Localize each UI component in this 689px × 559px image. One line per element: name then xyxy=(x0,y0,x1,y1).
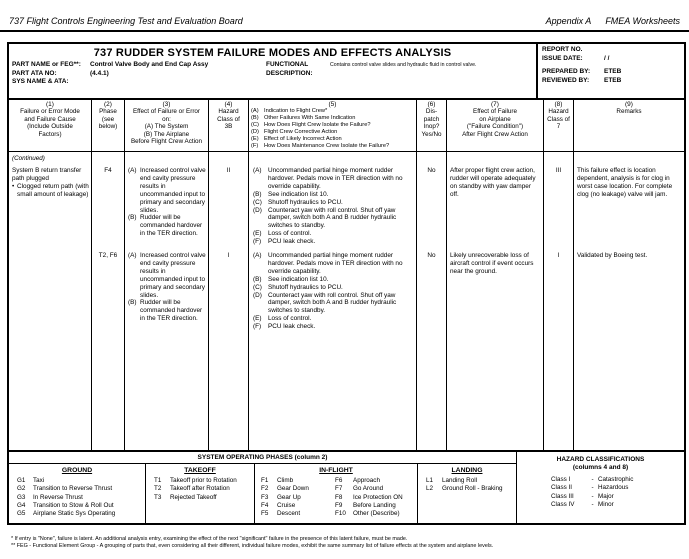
column-header-8: (8) Hazard Class of 7 xyxy=(543,100,573,151)
part-ata-value: (4.4.1) xyxy=(90,69,109,77)
column-header-9: (9) Remarks xyxy=(573,100,684,151)
operating-phases xyxy=(9,452,517,523)
footnote-1: * If entry is "None", failure is latent. An additional analysis entry, examining the effect of the next "significant" failure in the presence of this latent failure, must be made. xyxy=(11,536,408,542)
remarks-entry-2: Validated by Boeing test. xyxy=(577,252,648,259)
effect-after-entry-1: After proper flight crew action, rudder will operate adequately on standby with yaw damper off. xyxy=(450,167,536,198)
title-block-left xyxy=(9,44,536,98)
issue-date-label: ISSUE DATE: xyxy=(542,54,583,62)
operating-phases-header: SYSTEM OPERATING PHASES (column 2) xyxy=(9,452,516,464)
failure-cause: Clogged return path (with small amount of leakage) xyxy=(17,182,89,198)
worksheets-label: FMEA Worksheets xyxy=(605,16,680,26)
hazard-3b-entry-1: II xyxy=(226,167,231,174)
running-header-left: 737 Flight Controls Engineering Test and Evaluation Board xyxy=(9,16,243,26)
column-header-row xyxy=(9,100,684,152)
body-col-dispatch xyxy=(416,152,446,450)
dispatch-entry-2: No xyxy=(427,252,436,259)
worksheet-title: 737 RUDDER SYSTEM FAILURE MODES AND EFFECTS ANALYSIS xyxy=(93,47,452,59)
indications-entry-2: (A) Uncommanded partial hinge moment rudder hardover. Pedals move in TER direction with no override capability. (B) See indication list 10. (C) Shutoff hydraulics to PCU. (D) Counteract yaw with roll control. Shut off yaw damper, switch both A and B rudder hydraulic switches to standby. (E) Loss of control. (F) PCU leak check. xyxy=(253,252,403,331)
indications-entry-1: (A) Uncommanded partial hinge moment rudder hardover. Pedals move in TER direction with no override capability. (B) See indication list 10. (C) Shutoff hydraulics to PCU. (D) Counteract yaw with roll control. Shut off yaw damper, switch both A and B rudder hydraulic switches to standby. (E) Loss of control. (F) PCU leak check. xyxy=(253,167,403,246)
column-header-5: (5) (A) Indication to Flight Crew* (B) Other Failures With Same Indication (C) How Does Flight Crew Isolate the Failure? (D) Flight Crew Corrective Action (E) Effect of Likely Incorrect Action (F) How Does Maintenance Crew Isolate the Failure? xyxy=(248,100,416,151)
prepared-by-value: ETEB xyxy=(604,68,622,75)
issue-date-value: / / xyxy=(604,54,610,62)
column-header-6: (6) Dis- patch Inop? Yes/No xyxy=(416,100,446,151)
bullet-marker: • xyxy=(12,182,15,190)
footnotes xyxy=(11,536,683,549)
report-no-label: REPORT NO. xyxy=(542,46,583,53)
body-col-phase xyxy=(91,152,124,450)
part-name-value: Control Valve Body and End Cap Assy xyxy=(90,61,209,68)
hazard-7-entry-2: I xyxy=(557,252,560,259)
part-info xyxy=(9,59,536,87)
fmea-table xyxy=(7,42,686,525)
body-col-indications xyxy=(248,152,416,450)
column-header-7: (7) Effect of Failure on Airplane ("Failure Condition") After Flight Crew Action xyxy=(446,100,543,151)
dispatch-entry-1: No xyxy=(427,167,436,174)
title-block xyxy=(9,44,684,100)
column-header-4: (4) Hazard Class of 3B xyxy=(208,100,248,151)
body-col-hazard-7 xyxy=(543,152,573,450)
report-box xyxy=(536,44,684,98)
table-body xyxy=(9,152,684,452)
hazard-classifications: HAZARD CLASSIFICATIONS (columns 4 and 8) Class I - Catastrophic Class II - Hazardous Class III - Major Class IV - Minor xyxy=(551,456,645,509)
body-col-effect xyxy=(124,152,208,450)
part-name-label: PART NAME or FEG**: xyxy=(12,61,81,68)
phase-entry-2: T2, F6 xyxy=(98,252,118,259)
hazard-3b-entry-2: I xyxy=(227,252,230,259)
header-rule xyxy=(0,30,689,32)
column-header-2: (2) Phase (see below) xyxy=(91,100,124,151)
functional-label-2: DESCRIPTION: xyxy=(266,69,313,77)
effect-after-entry-2: Likely unrecoverable loss of aircraft control if event occurs near the ground. xyxy=(450,252,534,275)
footer-legend xyxy=(9,452,684,523)
appendix-label: Appendix A xyxy=(545,16,592,26)
failure-mode-title: System B return transfer path plugged xyxy=(12,167,82,182)
effect-entry-1: (A) Increased control valve end cavity pressure results in uncommanded input to primary and secondary slides. (B) Rudder will be commanded hardover in the TER direction. xyxy=(128,167,206,238)
phase-entry-1: F4 xyxy=(104,167,112,174)
body-col-effect-after xyxy=(446,152,543,450)
page-running-header xyxy=(9,16,680,26)
body-col-remarks xyxy=(573,152,684,450)
sys-name-label: SYS NAME & ATA: xyxy=(12,78,69,85)
reviewed-by-value: ETEB xyxy=(604,76,622,84)
continued-note: (Continued) xyxy=(12,155,45,162)
phases-landing: LANDING L1 Landing Roll L2 Ground Roll - Braking xyxy=(417,464,516,523)
prepared-by-label: PREPARED BY: xyxy=(542,68,591,75)
body-col-hazard-3b xyxy=(208,152,248,450)
hazard-7-entry-1: III xyxy=(555,167,562,174)
running-header-right xyxy=(546,16,680,26)
phases-inflight: IN-FLIGHT F1 Climb F2 Gear Down F3 Gear Up F4 Cruise F5 Descent F6 Approach F7 Go Around F8 Ice Protection ON F9 Before Landing F10 Other (Describe) xyxy=(254,464,417,523)
part-ata-label: PART ATA NO: xyxy=(12,69,57,77)
functional-description-value: Contains control valve slides and hydraulic fluid in control valve. xyxy=(330,62,477,68)
remarks-entry-1: This failure effect is location dependent, analysis is for clog in worst case location. For complete clog (no leakage) valve will jam. xyxy=(577,167,673,198)
effect-entry-2: (A) Increased control valve end cavity pressure results in uncommanded input to primary and secondary slides. (B) Rudder will be commanded hardover in the TER direction. xyxy=(128,252,206,323)
functional-label-1: FUNCTIONAL xyxy=(266,61,309,68)
phases-takeoff: TAKEOFF T1 Takeoff prior to Rotation T2 Takeoff after Rotation T3 Rejected Takeoff xyxy=(145,464,254,523)
column-header-1: (1) Failure or Error Mode and Failure Cause (Include Outside Factors) xyxy=(20,101,80,138)
column-header-3: (3) Effect of Failure or Error on: (A) The System (B) The Airplane Before Flight Crew Action xyxy=(124,100,208,151)
reviewed-by-label: REVIEWED BY: xyxy=(542,76,590,84)
body-col-failure-mode xyxy=(9,152,91,450)
phases-ground: GROUND G1 Taxi G2 Transition to Reverse Thrust G3 In Reverse Thrust G4 Transition to Stow & Roll Out G5 Airplane Static Sys Operating xyxy=(17,467,116,518)
footnote-2: ** FEG - Functional Element Group - A grouping of parts that, even considering all their different, individual failure modes, exhibit the same summary list of failure effects at the system and airplane levels. xyxy=(11,542,494,549)
